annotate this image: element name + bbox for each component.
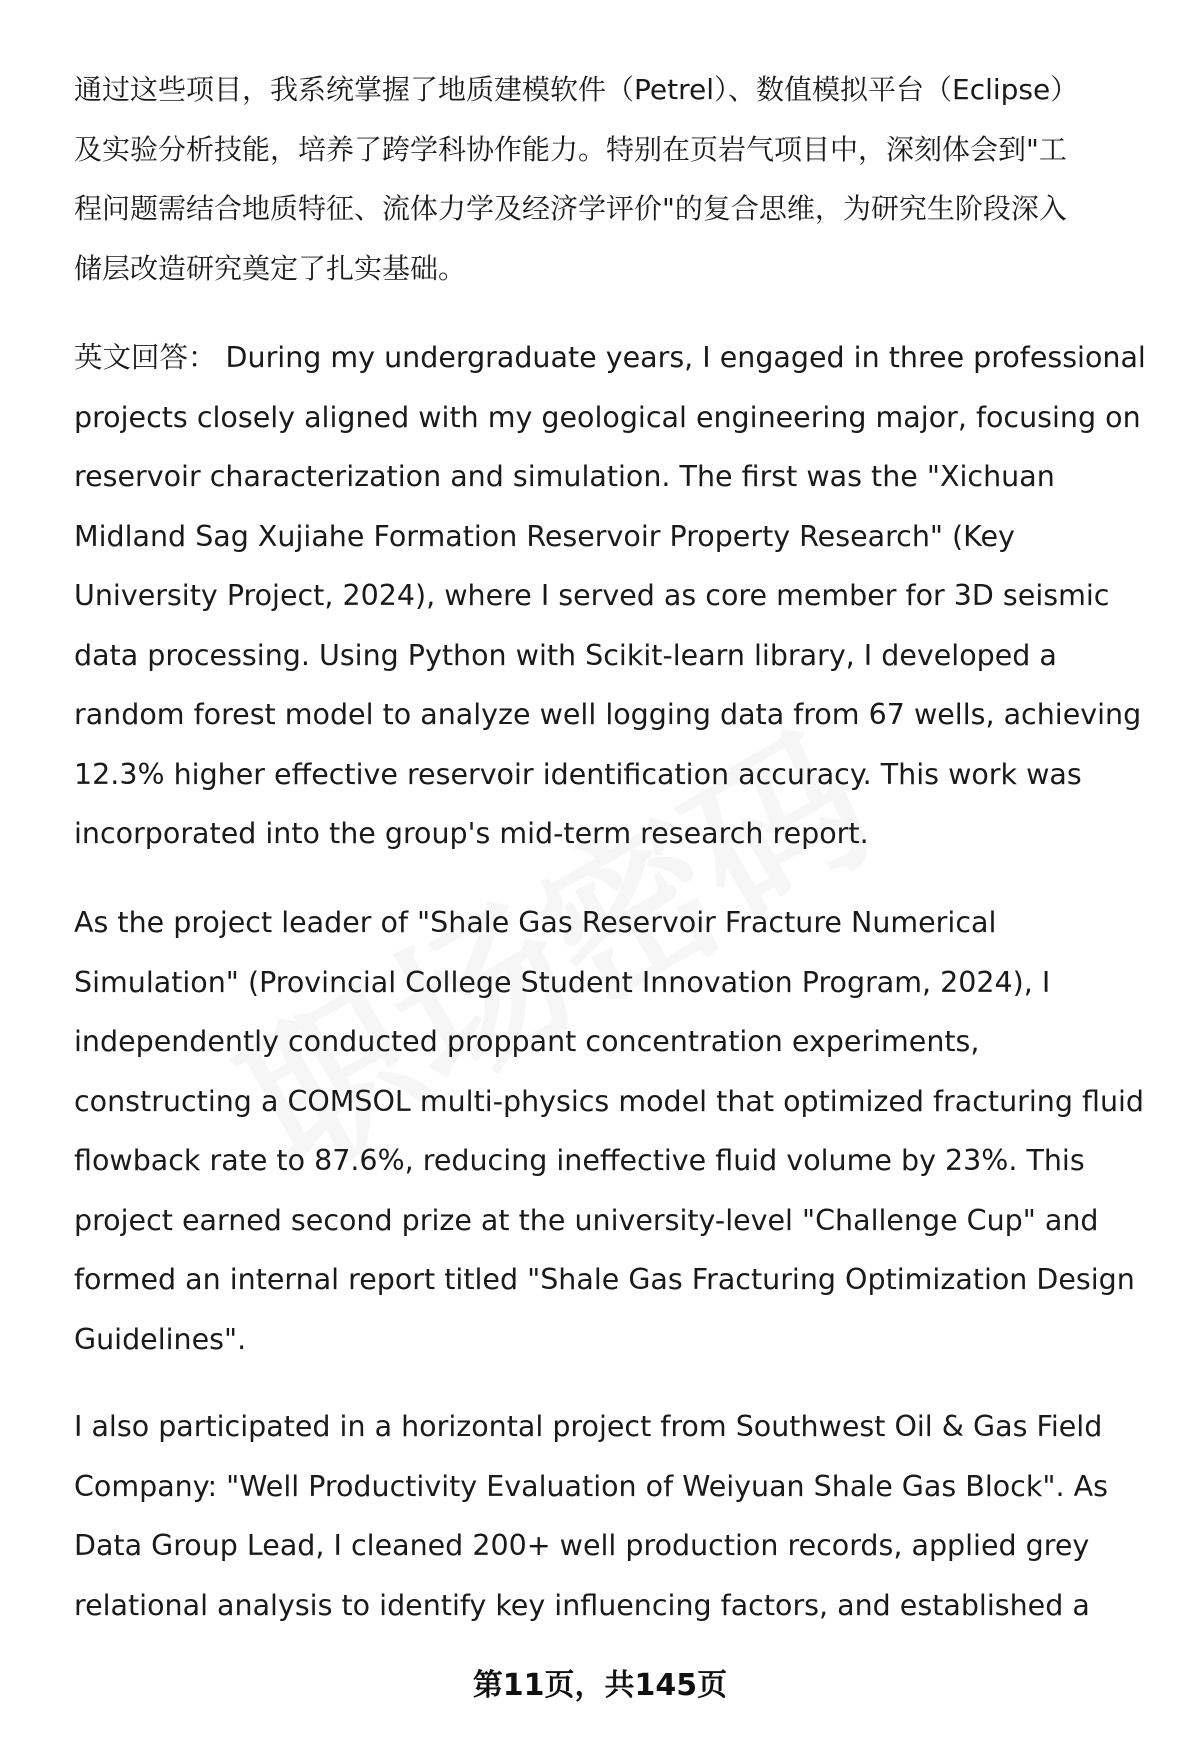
text-line: 12.3% higher effective reservoir identification accuracy. This work was [74, 757, 1082, 791]
text-line: Company: "Well Productivity Evaluation of Weiyuan Shale Gas Block". As [74, 1469, 1108, 1503]
text-line: 通过这些项目，我系统掌握了地质建模软件（Petrel）、数值模拟平台（Eclipse） [74, 73, 1079, 106]
text-line: 英文回答： During my undergraduate years, I engaged in three professional [74, 341, 1146, 374]
text-line: projects closely aligned with my geological engineering major, focusing on [74, 400, 1141, 434]
text-line: constructing a COMSOL multi-physics model that optimized fracturing fluid [74, 1084, 1145, 1118]
text-line: 及实验分析技能，培养了跨学科协作能力。特别在页岩气项目中，深刻体会到"工 [74, 132, 1067, 166]
text-line: Midland Sag Xujiahe Formation Reservoir Property Research" (Key [74, 519, 1015, 553]
text-line: flowback rate to 87.6%, reducing ineffective fluid volume by 23%. This [74, 1144, 1085, 1177]
text-line: Data Group Lead, I cleaned 200+ well production records, applied grey [74, 1529, 1090, 1562]
text-line: random forest model to analyze well logging data from 67 wells, achieving [74, 698, 1142, 731]
text-line: University Project, 2024), where I served as core member for 3D seismic [74, 579, 1110, 612]
text-line: incorporated into the group's mid-term research report. [74, 817, 869, 850]
text-line: Guidelines". [74, 1322, 247, 1356]
text-line: 储层改造研究奠定了扎实基础。 [74, 251, 467, 285]
text-line: reservoir characterization and simulation. The first was the "Xichuan [74, 460, 1055, 493]
paragraph-chinese-summary [74, 60, 1154, 298]
text-line: As the project leader of "Shale Gas Reservoir Fracture Numerical [74, 906, 997, 939]
text-line: independently conducted proppant concentration experiments, [74, 1025, 980, 1058]
text-line: formed an internal report titled "Shale Gas Fracturing Optimization Design [74, 1263, 1135, 1296]
text-line: Simulation" (Provincial College Student Innovation Program, 2024), I [74, 965, 1051, 999]
paragraph-horizontal-project [74, 1397, 1154, 1635]
text-line: I also participated in a horizontal project from Southwest Oil & Gas Field [74, 1410, 1103, 1443]
text-line: 程问题需结合地质特征、流体力学及经济学评价"的复合思维，为研究生阶段深入 [74, 192, 1067, 225]
text-line: relational analysis to identify key influencing factors, and established a [74, 1588, 1090, 1622]
paragraph-english-answer-intro [74, 328, 1154, 864]
text-line: data processing. Using Python with Scikit-learn library, I developed a [74, 638, 1057, 672]
paragraph-shale-gas-project [74, 893, 1154, 1369]
text-line: project earned second prize at the university-level "Challenge Cup" and [74, 1203, 1099, 1237]
page-number-footer: 第11页，共145页 [472, 1668, 728, 1703]
